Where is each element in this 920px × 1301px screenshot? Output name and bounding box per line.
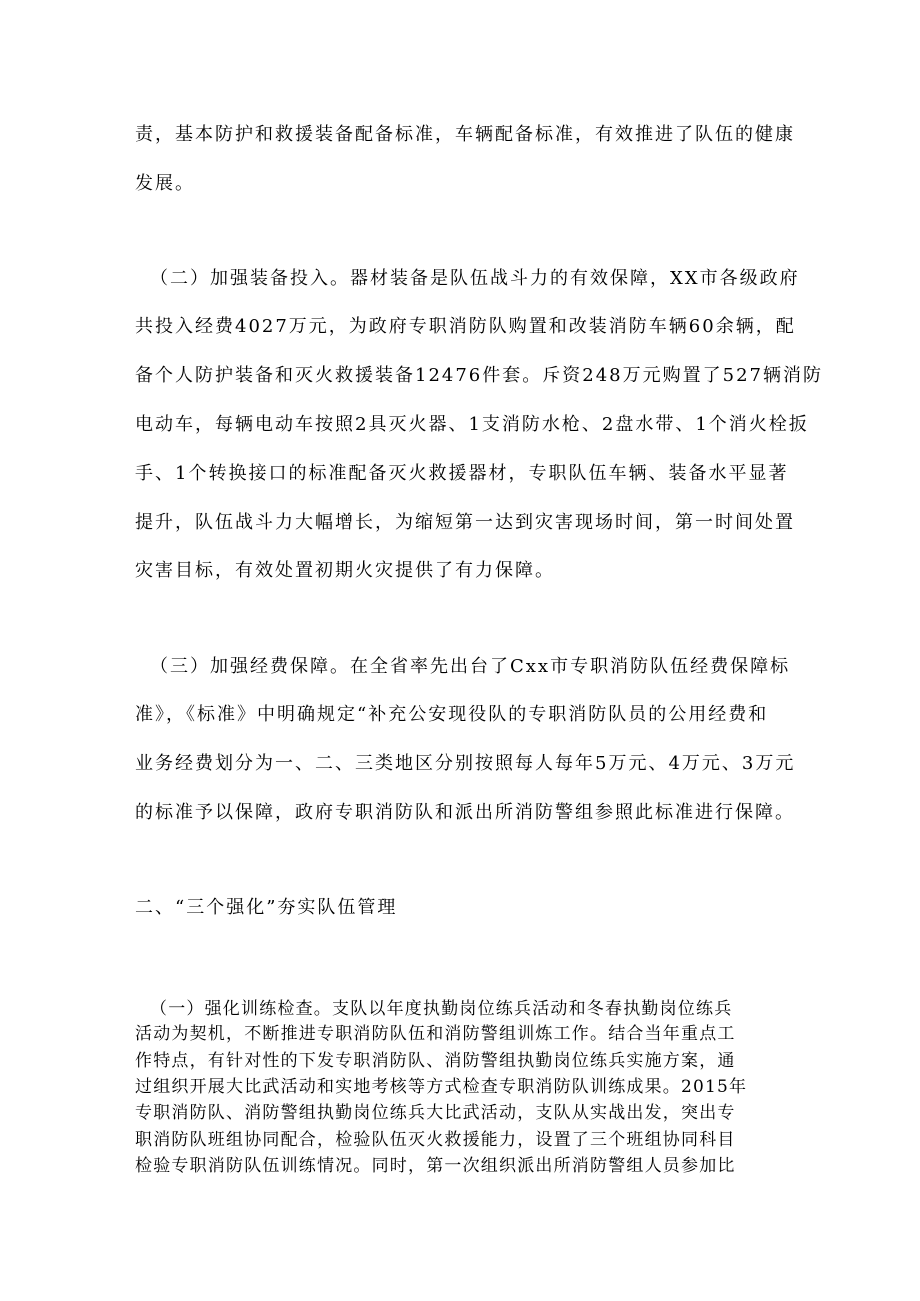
paragraph-2-line-2: 共投入经费4027万元，为政府专职消防队购置和改装消防车辆60余辆，配 [135, 316, 796, 337]
paragraph-4-line-7: 检验专职消防队伍训练情况。同时，第一次组织派出所消防警组人员参加比 [135, 1156, 736, 1176]
paragraph-2-line-6: 提升，队伍战斗力大幅增长，为缩短第一达到灾害现场时间，第一时间处置 [135, 512, 795, 533]
paragraph-4-line-1: （一）强化训练检查。支队以年度执勤岗位练兵活动和冬春执勤岗位练兵 [150, 999, 733, 1019]
paragraph-2-line-1: （二）加强装备投入。器材装备是队伍战斗力的有效保障，XX市各级政府 [150, 268, 800, 289]
paragraph-2-line-5: 手、1个转换接口的标准配备灭火救援器材，专职队伍车辆、装备水平显著 [135, 463, 789, 484]
paragraph-4-line-3: 作特点，有针对性的下发专职消防队、消防警组执勤岗位练兵实施方案，通 [135, 1051, 736, 1071]
paragraph-3-line-4: 的标准予以保障，政府专职消防队和派出所消防警组参照此标准进行保障。 [135, 802, 795, 823]
paragraph-2-line-3: 备个人防护装备和灭火救援装备12476件套。斥资248万元购置了527辆消防 [135, 365, 823, 386]
paragraph-1-line-1: 责，基本防护和救援装备配备标准，车辆配备标准，有效推进了队伍的健康 [135, 124, 795, 145]
paragraph-3-line-3: 业务经费划分为一、二、三类地区分别按照每人每年5万元、4万元、3万元 [135, 753, 796, 774]
section-heading: 二、“三个强化”夯实队伍管理 [135, 897, 398, 918]
paragraph-2-line-7: 灾害目标，有效处置初期火灾提供了有力保障。 [135, 560, 555, 581]
paragraph-4-line-4: 过组织开展大比武活动和实地考核等方式检查专职消防队训练成果。2015年 [135, 1077, 748, 1097]
paragraph-3-line-1: （三）加强经费保障。在全省率先出台了Cxx市专职消防队伍经费保障标 [150, 656, 791, 677]
paragraph-3-line-2: 准》，《标准》中明确规定“补充公安现役队的专职消防队员的公用经费和 [135, 704, 769, 725]
paragraph-1-line-2: 发展。 [135, 173, 195, 194]
paragraph-2-line-4: 电动车，每辆电动车按照2具灭火器、1支消防水枪、2盘水带、1个消火栓扳 [135, 414, 809, 435]
paragraph-4-line-6: 职消防队班组协同配合，检验队伍灭火救援能力，设置了三个班组协同科目 [135, 1130, 736, 1150]
paragraph-4-line-5: 专职消防队、消防警组执勤岗位练兵大比武活动，支队从实战出发，突出专 [135, 1103, 736, 1123]
paragraph-4-line-2: 活动为契机，不断推进专职消防队伍和消防警组训炼工作。结合当年重点工 [135, 1024, 736, 1044]
